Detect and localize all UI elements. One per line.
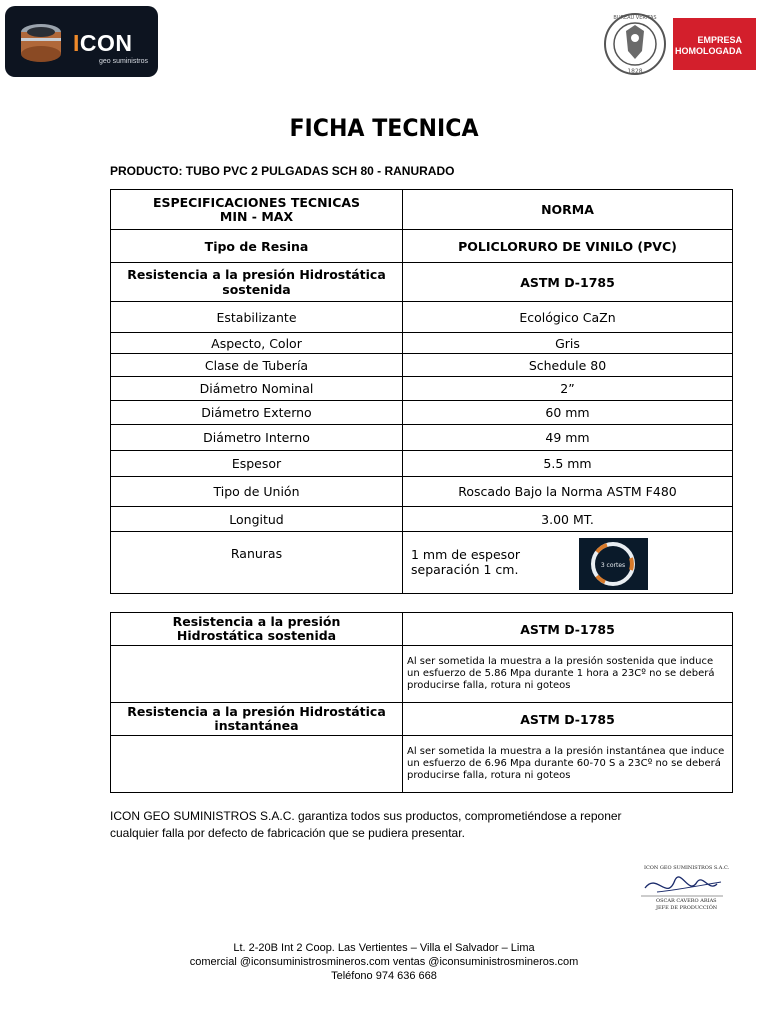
empty-cell: [111, 736, 403, 793]
empty-cell: [111, 646, 403, 703]
table-row: [111, 703, 733, 736]
row-value: Roscado Bajo la Norma ASTM F480: [403, 477, 733, 507]
signature-company: ICON GEO SUMINISTROS S.A.C.: [644, 865, 730, 871]
page-title: FICHA TECNICA: [289, 114, 479, 142]
specifications-table: [110, 189, 733, 594]
ranuras-line1: 1 mm de espesor: [411, 547, 520, 562]
row-label: Tipo de Resina: [111, 230, 403, 263]
table-row: [111, 354, 733, 377]
svg-text:1828: 1828: [627, 68, 643, 75]
test-norma-instantanea: ASTM D-1785: [403, 703, 733, 736]
row-label: Diámetro Externo: [111, 401, 403, 425]
footer-phone: Teléfono 974 636 668: [331, 970, 437, 982]
bureau-veritas-seal-icon: [593, 11, 673, 77]
row-label: Espesor: [111, 451, 403, 477]
ranuras-line2: separación 1 cm.: [411, 562, 519, 577]
row-label: Aspecto, Color: [111, 333, 403, 354]
row-value: Gris: [403, 333, 733, 354]
product-line: PRODUCTO: TUBO PVC 2 PULGADAS SCH 80 - RANURADO: [110, 164, 455, 178]
row-label: Clase de Tubería: [111, 354, 403, 377]
row-value: 2”: [403, 377, 733, 401]
table-row: [111, 736, 733, 793]
ranuras-value: [403, 532, 733, 594]
row-label: Resistencia a la presión Hidrostática sostenida: [111, 263, 403, 302]
hydrostatic-tests-table: [110, 612, 733, 793]
logo-tagline: geo suministros: [99, 58, 149, 65]
table-row: [111, 302, 733, 333]
row-value: Schedule 80: [403, 354, 733, 377]
slotted-pipe-label: 3 cortes: [600, 562, 626, 569]
test-desc-sostenida: Al ser sometida la muestra a la presión sostenida que induce un esfuerzo de 5.86 Mpa durante 1 hora a 23Cº no se deberá producirse falla, rotura ni goteos: [403, 646, 733, 703]
certification-line2: HOMOLOGADA: [675, 46, 742, 56]
table-row: [111, 477, 733, 507]
test-norma-sostenida: ASTM D-1785: [403, 613, 733, 646]
row-value: POLICLORURO DE VINILO (PVC): [403, 230, 733, 263]
table-row: [111, 613, 733, 646]
row-label: Diámetro Interno: [111, 425, 403, 451]
test-label-instantanea: Resistencia a la presión Hidrostática instantánea: [111, 703, 403, 736]
table-row: [111, 401, 733, 425]
table-row: [111, 333, 733, 354]
row-label: Tipo de Unión: [111, 477, 403, 507]
footer-address: Lt. 2-20B Int 2 Coop. Las Vertientes – Villa el Salvador – Lima: [233, 942, 535, 954]
table-row: [111, 230, 733, 263]
row-value: 5.5 mm: [403, 451, 733, 477]
table-row: [111, 507, 733, 532]
table-row: [111, 451, 733, 477]
footer-emails: comercial @iconsuministrosmineros.com ventas @iconsuministrosmineros.com: [189, 956, 579, 968]
slotted-pipe-icon: [579, 538, 648, 590]
guarantee-text: ICON GEO SUMINISTROS S.A.C. garantiza todos sus productos, comprometiéndose a reponer cualquier falla por defecto de fabricación que se pudiera presentar.: [110, 809, 622, 840]
spec-header-cell: ESPECIFICACIONES TECNICAS MIN - MAX: [111, 190, 403, 230]
row-label: Longitud: [111, 507, 403, 532]
table-row: [111, 377, 733, 401]
ranuras-text: [411, 547, 520, 577]
table-row: [111, 263, 733, 302]
signature-role: JEFE DE PRODUCCIÓN: [656, 905, 718, 911]
table-header-row: [111, 190, 733, 230]
row-value: 3.00 MT.: [403, 507, 733, 532]
row-value: ASTM D-1785: [403, 263, 733, 302]
logo-brand: ICON: [73, 30, 133, 56]
certification-logo: [593, 11, 756, 77]
row-value: Ecológico CaZn: [403, 302, 733, 333]
footer: [0, 941, 768, 983]
row-label: Diámetro Nominal: [111, 377, 403, 401]
certification-banner: [672, 18, 756, 70]
ranuras-label: Ranuras: [111, 532, 403, 594]
row-label: Estabilizante: [111, 302, 403, 333]
row-value: 60 mm: [403, 401, 733, 425]
core-bit-icon: [17, 20, 65, 64]
test-label-sostenida: Resistencia a la presión Hidrostática sostenida: [111, 613, 403, 646]
table-row: [111, 425, 733, 451]
company-logo: [5, 6, 158, 77]
row-value: 49 mm: [403, 425, 733, 451]
svg-text:BUREAU VERITAS: BUREAU VERITAS: [613, 15, 657, 21]
signature-name: OSCAR CAVERO ARIAS: [656, 898, 717, 904]
test-desc-instantanea: Al ser sometida la muestra a la presión instantánea que induce un esfuerzo de 6.96 Mpa durante 60-70 S a 23Cº no se deberá producirse falla, rotura ni goteos: [403, 736, 733, 793]
ranuras-row: [111, 532, 733, 594]
norma-header-cell: NORMA: [403, 190, 733, 230]
table-row: [111, 646, 733, 703]
certification-line1: EMPRESA: [697, 35, 742, 45]
